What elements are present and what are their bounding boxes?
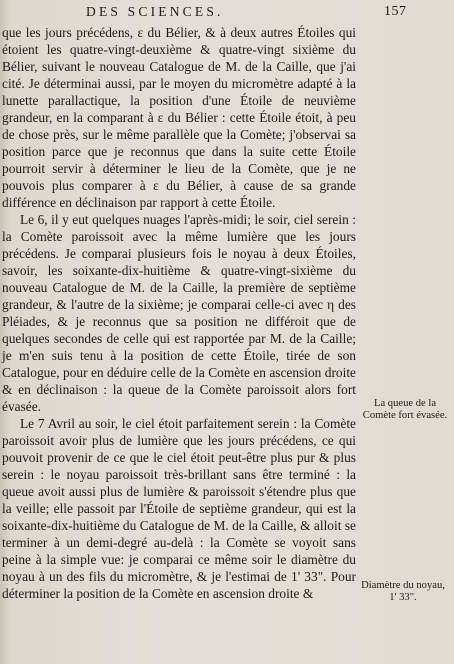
page-number: 157 bbox=[384, 4, 407, 19]
running-head: DES SCIENCES. bbox=[86, 4, 224, 19]
paragraph-le-6: Le 6, il y eut quelques nuages l'après-midi; le soir, ciel serein : la Comète paroissoit avec la même lumière que les jours précédens. Je comparai plusieurs fois le noyau à deux Étoiles, savoir, les soixante-dix-huitième & quatre-vingt-sixième du nouveau Catalogue de M. de la Caille, la première de septième grandeur, & l'autre de la sixième; je comparai celle-ci avec η des Pléiades, & je reconnus que sa position ne différoit que de quelques secondes de celle qui est rapportée par M. de la Caille; je m'en suis tenu à la position de cette Étoile, tirée de son Catalogue, pour en déduire celle de la Comète en ascension droite & en déclinaison : la queue de la Comète paroissoit alors fort évasée. bbox=[2, 212, 356, 414]
paragraph-le-7-avril: Le 7 Avril au soir, le ciel étoit parfaitement serein : la Comète paroissoit avoir plus de lumière que les jours précédens, ce qui pouvoit provenir de ce que le ciel étoit peut-être plus pur & plus serein : le noyau paroissoit très-brillant sans être terminé : la queue avoit aussi plus de lumière & paroissoit s'étendre plus que la veille; elle passoit par l'Étoile de septième grandeur, qui est la soixante-dix-huitième du Catalogue de M. de la Caille, & alloit se terminer à un demi-degré au-delà : la Comète se voyoit sans peine à la simple vue: je comparai ce même soir le diamètre du noyau à un des fils du micromètre, & je l'estimai de 1' 33". Pour déterminer la position de la Comète en ascension droite & bbox=[2, 416, 356, 601]
margin-note-queue: La queue de la Comète fort évasée. bbox=[362, 398, 448, 421]
page-header bbox=[0, 4, 454, 22]
paragraph-continuation: que les jours précédens, ε du Bélier, & à deux autres Étoiles qui étoient les quatre-vingt-deuxième & quatre-vingt sixième du Bélier, suivant le nouveau Catalogue de M. de la Caille, que j'ai cité. Je déterminai aussi, par le moyen du micromètre adapté à la lunette parallactique, la position d'une Étoile de neuvième grandeur, en la comparant à ε du Bélier : cette Étoile étoit, à peu de chose près, sur le même parallèle que la Comète; j'observai sa position parce que je reconnus que dans la suite cette Étoile pourroit servir à déterminer le lieu de la Comète, que je ne pouvois plus comparer à ε du Bélier, à cause de sa grande différence en déclinaison par rapport à cette Étoile. bbox=[2, 25, 356, 210]
margin-note-diametre: Diamètre du noyau, 1' 33". bbox=[361, 580, 445, 603]
body-text bbox=[2, 24, 356, 602]
